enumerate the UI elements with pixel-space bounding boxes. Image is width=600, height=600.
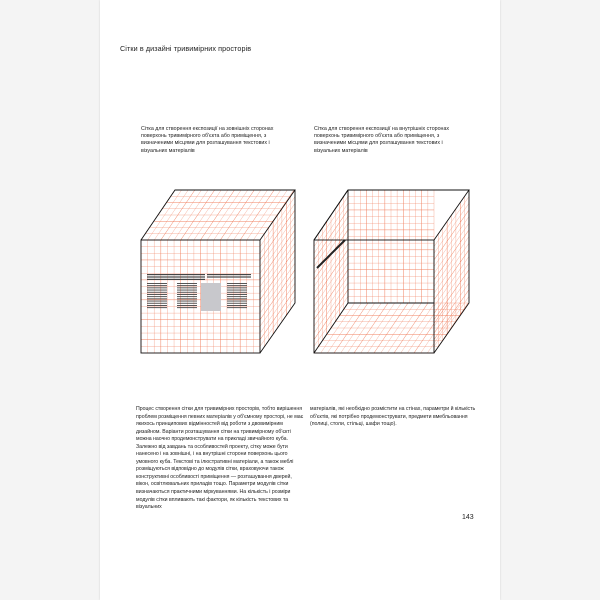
layout-block bbox=[227, 287, 247, 288]
layout-block bbox=[177, 298, 197, 299]
layout-block bbox=[147, 287, 167, 288]
page-title: Сітки в дизайні тривимірних просторів bbox=[120, 44, 252, 53]
layout-block bbox=[177, 307, 197, 308]
caption-interior-grid: Сітка для створення експозиції на внутрішніх сторонах поверхонь тривимірного об'єкта або приміщення, з визначеними місцями для розташування текстових і візуальних матеріалів bbox=[314, 126, 450, 154]
layout-block bbox=[227, 303, 247, 304]
layout-block bbox=[147, 305, 167, 306]
interior-grid-cube bbox=[314, 190, 469, 353]
layout-block bbox=[147, 290, 167, 291]
top-face-grid bbox=[141, 190, 294, 240]
layout-block bbox=[207, 274, 251, 275]
layout-block bbox=[147, 294, 167, 295]
layout-block bbox=[147, 292, 167, 293]
caption-exterior-grid: Сітка для створення експозиції на зовнішніх сторонах поверхонь тривимірного об'єкта або приміщення, з визначеними місцями для розташування текстових і візуальних матеріалів bbox=[141, 126, 274, 154]
exhibit-layout-blocks bbox=[147, 274, 251, 311]
layout-block bbox=[147, 303, 167, 304]
interior-walls-grid bbox=[314, 190, 469, 353]
layout-block bbox=[177, 294, 197, 295]
layout-block bbox=[177, 301, 197, 302]
page-number: 143 bbox=[462, 514, 474, 521]
body-text-column-2: матеріалів, які необхідно розмістити на стінах, параметри й кількість об'єктів, які потрібно продемонструвати, предмети вмебльовання (полиці, столи, стільці, шафи тощо). bbox=[310, 406, 476, 428]
layout-block bbox=[177, 296, 197, 297]
layout-block bbox=[227, 285, 247, 286]
layout-block bbox=[147, 301, 167, 302]
layout-block bbox=[177, 285, 197, 286]
exterior-grid-cube bbox=[141, 190, 295, 353]
layout-block bbox=[177, 287, 197, 288]
layout-block bbox=[177, 290, 197, 291]
layout-block bbox=[147, 285, 167, 286]
layout-block bbox=[147, 274, 205, 275]
layout-block bbox=[177, 283, 197, 284]
layout-block bbox=[227, 290, 247, 291]
layout-block bbox=[177, 303, 197, 304]
layout-block bbox=[147, 276, 205, 277]
layout-block bbox=[227, 301, 247, 302]
layout-block bbox=[227, 307, 247, 308]
layout-block bbox=[147, 279, 205, 280]
layout-block bbox=[227, 298, 247, 299]
layout-block bbox=[227, 305, 247, 306]
layout-block bbox=[147, 296, 167, 297]
layout-block bbox=[147, 307, 167, 308]
layout-block bbox=[207, 276, 251, 277]
layout-block bbox=[147, 283, 167, 284]
layout-block bbox=[177, 292, 197, 293]
body-text-column-1: Процес створення сітки для тривимірних просторів, тобто вирішення проблем розміщення певних матеріалів у об'ємному просторі, не має якихось принципових відмінностей від роботи з двовимірним дизайном. Варіанти розташування сітки на тривимірному об'єкті можна наочно продемонструвати на прикладі звичайного куба. Залежно від завдань та особливостей проекту, сітку може бути нанесено і на зовнішні, і на внутрішні сторони поверхонь цього умовного куба. Текстові та ілюстративні матеріали, а також меблі розміщуються відповідно до модулів сітки, враховуючи також конструктивні особливості приміщення — розташування дверей, вікон, освітлювальних приладів тощо. Параметри модулів сітки визначаються практичними міркуваннями. На кількість і розміри модулів сітки впливають такі фактори, як кількість текстових та візуальних bbox=[136, 406, 304, 511]
layout-block bbox=[147, 298, 167, 299]
layout-block bbox=[177, 305, 197, 306]
layout-block bbox=[227, 292, 247, 293]
layout-block bbox=[227, 296, 247, 297]
layout-block bbox=[201, 283, 221, 311]
layout-block bbox=[227, 283, 247, 284]
layout-block bbox=[227, 294, 247, 295]
